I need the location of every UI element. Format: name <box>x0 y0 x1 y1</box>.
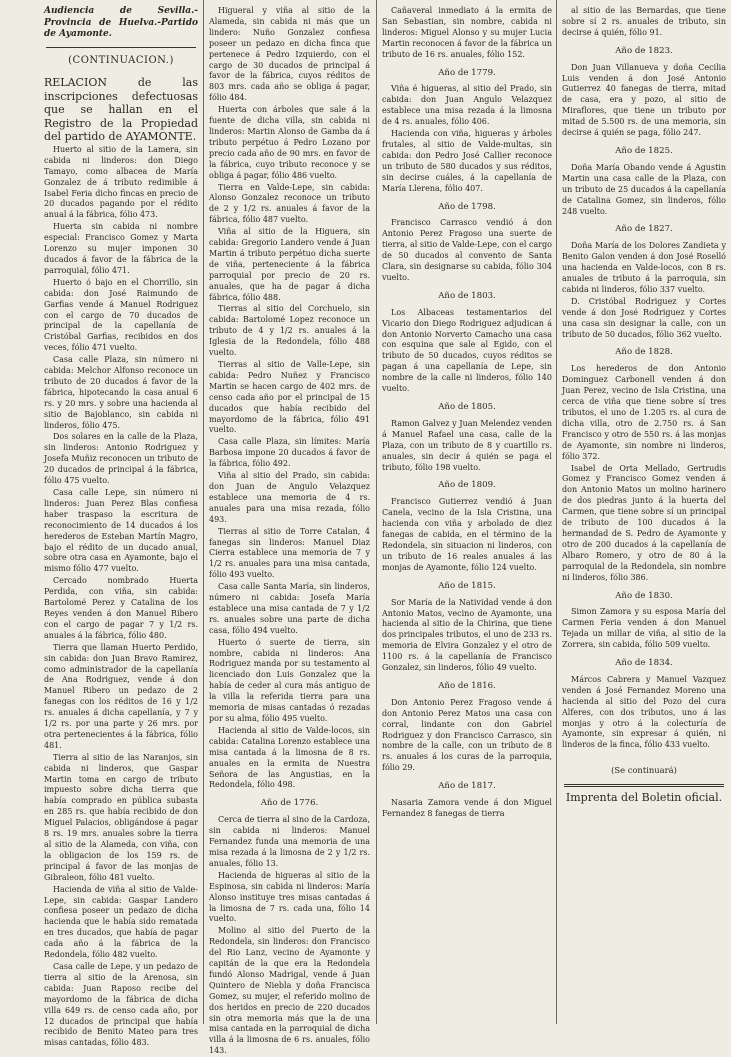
entry: Los herederos de don Antonio Dominguez Carbonell venden á don Juan Perez, vecino de Isla Cristina, una cerca de viña que tiene sobre sí tres tributos, el uno de 1.205 rs. al cura de dicha villa, otro de 2.750 rs. á San Francisco y otro de 550 rs. á las monjas de Ayamonte, sin nombre ni linderos, fólio 372. <box>562 364 726 461</box>
entry: Hacienda con viña, higueras y árboles frutales, al sitio de Valde-multas, sin cabida: don Pedro José Callier reconoce un tributo de 580 ducados y sus réditos, sin decirse cuáles, á la capellanía de María Llerena, fólio 407. <box>382 129 552 193</box>
imprint-rule <box>564 784 724 787</box>
year-heading: Año de 1809. <box>438 480 496 491</box>
header-divider <box>46 47 196 48</box>
entry: Casa calle de Lepe, y un pedazo de tierra al sitio de la Arenosa, sin cabida: Juan Raposo recibe del mayordomo de la fábrica de dicha villa 649 rs. de censo cada año, por 12 ducados de principal que había recibido de Benito Mateo para tres misas cantadas, fólio 483. <box>44 961 198 1048</box>
entry: Tierras al sitio de Valle-Lepe, sin cabida: Pedro Nuñez y Francisco Martin se hacen cargo de 402 mrs. de censo cada año por el principal de 15 ducados que había recibido del mayordomo de la fábrica, fólio 491 vuelto. <box>209 360 370 435</box>
entry: Ramon Galvez y Juan Melendez venden á Manuel Rafael una casa, calle de la Plaza, con un tributo de 8 y cuartillo rs. anuales, sin decir á quién se paga el tributo, fólio 198 vuelto. <box>382 418 552 472</box>
year-heading: Año de 1805. <box>438 402 496 412</box>
entry: Huerto ó bajo en el Chorrillo, sin cabida: don José Raimundo de Garfias vende á Manuel Rodriguez con el cargo de 70 ducados de principal de la capellanía de Cristóbal Garfias, recibidos en dos veces, fólio 471 vuelto. <box>44 277 198 353</box>
entries <box>209 815 370 1057</box>
entry: Don Antonio Perez Fragoso vende á don Antonio Perez Matos una casa con corral, lindante con don Gabriel Rodriguez y don Francisco Carrasco, sin nombre de la calle, con un tributo de 8 rs. anuales á los curas de la parroquia, fólio 29. <box>382 697 552 773</box>
year-heading: Año de 1828. <box>615 347 673 358</box>
entry: Isabel de Orta Mellado, Gertrudis Gomez y Francisco Gomez venden á don Antonio Matos un molino harinero de dos piedras junto á la huerta del Carmen, que tiene sobre sí un principal de tributo de 100 ducados á la hermandad de S. Pedro de Ayamonte y otro de 200 ducados á la capellanía de Albaro Romero, y otro de 80 á la parroquial de la Redondela, sin nombre ni linderos, fólio 386. <box>562 463 726 582</box>
entry: Huerto ó suerte de tierra, sin nombre, cabida ni linderos: Ana Rodriguez manda por su testamento al licenciado don Luis Gonzalez que la había de ceder al cura más antiguo de la villa la referida tierra para una memoria de misas cantadas ó rezadas por su alma, fólio 495 vuelto. <box>209 637 370 723</box>
entry: Francisco Carrasco vendió á don Antonio Perez Fragoso una suerte de tierra, al sitio de Valde-Lepe, con el cargo de 50 ducados al convento de Santa Clara, sin designarse su cabida, fólio 304 vuelto. <box>382 218 552 282</box>
entry: Tierras al sitio de Torre Catalan, 4 fanegas sin linderos: Manuel Diaz Cierra establece una memoria de 7 y 1/2 rs. anuales para una misa cantada, fólio 493 vuelto. <box>209 526 370 580</box>
imprint: Imprenta del Boletin oficial. <box>565 791 723 805</box>
year-heading: Año de 1776. <box>260 798 319 809</box>
entries <box>209 6 370 791</box>
entry: Viña al sitio de la Higuera, sin cabida: Gregorio Landero vende á Juan Martin á tributo perpétuo dicha suerte de viña, perteneciente á la fábrica parroquial por precio de 20 rs. anuales, que ha de pagar á dicha fábrica, fólio 488. <box>209 227 370 302</box>
column-rule <box>556 0 557 1024</box>
entry: Sor María de la Natividad vende á don Antonio Matos, vecino de Ayamonte, una hacienda al sitio de la Chirina, que tiene dos principales tributos, el uno de 233 rs. memoria de Elvira Gonzalez y el otro de 1100 rs. á la capellanía de Francisco Gonzalez, sin linderos, fólio 49 vuelto. <box>382 597 552 673</box>
entry: Casa calle Plaza, sin límites: María Barbosa impone 20 ducados á favor de la fábrica, fólio 492. <box>209 437 370 469</box>
entry: Tierra al sitio de las Naranjos, sin cabida ni linderos, que Gaspar Martin toma en cargo de tributo impuesto sobre dicha tierra que había comprado en pública subasta en 285 rs. que había recibido de don Miguel Palacios, obligándose á pagar 8 rs. 19 mrs. anuales sobre la tierra al sitio de la Alameda, con viña, con la obligacion de los 159 rs. de principal á favor de las monjas de Gibraleon, fólio 481 vuelto. <box>44 752 198 882</box>
entry: Molino al sitio del Puerto de la Redondela, sin linderos: don Francisco del Rio Lanz, vecino de Ayamonte y capitán de la que era la Redondela fundó Alonso Madrigal, vende á Juan Quintero de Niebla y doña Francisca Gomez, su mujer, el referido molino de dos heridos en precio de 220 ducados sin otra memoria más que la de una misa cantada en la parroquial de dicha villa á la limosna de 6 rs. anuales, fólio 143. <box>209 926 370 1056</box>
year-heading: Año de 1817. <box>438 781 496 792</box>
column-3 <box>382 6 552 1020</box>
entry: Cercado nombrado Huerta Perdida, con viña, sin cabida: Bartolomé Perez y Catalina de los Reyes venden á don Manuel Ribero con el cargo de pagar 7 y 1/2 rs. anuales á la fábrica, fólio 480. <box>44 576 198 640</box>
entry: Hacienda de viña al sitio de Valde-Lepe, sin cabida: Gaspar Landero confiesa poseer un pedazo de dicha hacienda que le había sido rematada en tres ducados, que había de pagar cada año á la fábrica de la Redondela, fólio 482 vuelto. <box>44 884 198 960</box>
continuation-label: (CONTINUACION.) <box>68 54 174 66</box>
entry: Huerta sin cabida ni nombre especial: Francisco Gomez y Marta Lorenzo su mujer imponen 30 ducados á favor de la fábrica de la parroquial, fólio 471. <box>44 222 198 275</box>
entry: Simon Zamora y su esposa María del Carmen Feria venden á don Manuel Tejada un millar de viña, al sitio de la Zorrera, sin cabida, fólio 509 vuelto. <box>562 607 726 650</box>
entry: Casa calle Plaza, sin número ni cabida: Melchor Alfonso reconoce un tributo de 20 ducados á favor de la fábrica, hipotecando la casa anual 6 rs. y 20 mrs. y sobre una hacienda al sitio de Bajoblanco, sin cabida ni linderos, fólio 475. <box>44 355 198 430</box>
column-rule <box>376 0 377 1024</box>
entry: Don Juan Villanueva y doña Cecilia Luis venden á don José Antonio Gutierrez 40 fanegas de tierra, mitad de casa, era y pozo, al sitio de Miraflores, que tiene un tributo por mitad de 5.500 rs. de una memoria, sin decirse á quién se paga, fólio 247. <box>562 62 726 138</box>
year-heading: Año de 1798. <box>438 201 496 212</box>
sections <box>382 68 552 820</box>
sections <box>562 46 726 752</box>
entry: Cerca de tierra al sino de la Cardoza, sin cabida ni linderos: Manuel Fernandez funda una memoria de una misa rezada á la limosna de 2 y 1/2 rs. anuales, fólio 13. <box>209 815 370 868</box>
entry: Higueral y viña al sitio de la Alameda, sin cabida ni más que un lindero: Nuño Gonzalez confiesa poseer un pedazo en dicha finca que pertenece á Pedro Izquierdo, con el cargo de 30 ducados de principal á favor de la fábrica, cuyos réditos de 803 mrs. cada año se obliga á pagar, fólio 484. <box>209 6 370 103</box>
entry: Viña al sitio del Prado, sin cabida: don Juan de Angulo Velazquez establece una memoria de 4 rs. anuales para una misa rezada, fólio 493. <box>209 471 370 524</box>
year-heading: Año de 1834. <box>615 658 673 669</box>
entries <box>44 145 198 1049</box>
entry: Cañaveral inmediato á la ermita de San Sebastian, sin nombre, cabida ni linderos: Miguel Alonso y su mujer Lucia Martin reconocen á favor de la fábrica un tributo de 16 rs. anuales, fólio 152. <box>382 6 552 59</box>
continued-note: (Se continuará) <box>611 765 677 776</box>
year-heading: Año de 1803. <box>438 290 496 301</box>
entry: al sitio de las Bernardas, que tiene sobre sí 2 rs. anuales de tributo, sin decirse á quién, fólio 91. <box>562 6 726 37</box>
entry: Hacienda al sitio de Valde-locos, sin cabida: Catalina Lorenzo establece una misa cantada á la limosna de 8 rs. anuales en la ermita de Nuestra Señora de las Angustias, en la Redondela, fólio 498. <box>209 725 370 790</box>
column-1 <box>44 6 198 1048</box>
entry: Márcos Cabrera y Manuel Vazquez venden á José Fernandez Moreno una hacienda al sitio del Pozo del cura Alferes, con dos tributos, uno á las monjas y otro á la colecturía de Ayamonte, sin expresar á quién, ni linderos de la finca, fólio 433 vuelto. <box>562 674 726 750</box>
entry: Los Albaceas testamentarios del Vicario don Diego Rodriguez adjudican á don Antonio Norverto Camacho una casa con esquina que sale al Egido, con el tributo de 50 ducados, cuyos réditos se pagan á una capellanía de Lepe, sin nombre de la calle ni linderos, fólio 140 vuelto. <box>382 307 552 394</box>
entry: Tierra que llaman Huerto Perdido, sin cabida: don Juan Bravo Ramirez, como administrador de la capellanía de Ana Rodriguez, vende á don Manuel Ribero un pedazo de 2 fanegas con los réditos de 16 y 1/2 rs. anuales á dicha capellanía, y 7 y 1/2 rs. por una parte y 26 mrs. por otra pertenecientes á la fábrica, fólio 481. <box>44 642 198 750</box>
year-heading: Año de 1830. <box>615 590 673 601</box>
entry: Huerta con árboles que sale á la fuente de dicha villa, sin cabida ni linderos: Martin Alonso de Gamba da á tributo perpétuo á Pedro Lozano por precio cada año de 90 mrs. en favor de la fábrica, cuyo tributo reconoce y se obliga á pagar, fólio 486 vuelto. <box>209 105 370 180</box>
entry: Francisco Gutierrez vendió á Juan Canela, vecino de la Isla Cristina, una hacienda con viña y arbolado de diez fanegas de cabida, en el término de la Redondela, sin situacion ni linderos, con un tributo de 16 reales anuales á las monjas de Ayamonte, fólio 124 vuelto. <box>382 497 552 572</box>
entry: Dos solares en la calle de la Plaza, sin linderos: Antonio Rodriguez y Josefa Muñiz reconocen un tributo de 20 ducados de principal á la fábrica, fólio 475 vuelto. <box>44 432 198 486</box>
year-heading: Año de 1827. <box>615 224 673 235</box>
entry: Casa calle Santa María, sin linderos, número ni cabida: Josefa María establece una misa cantada de 7 y 1/2 rs. anuales sobre una parte de dicha casa, fólio 494 vuelto. <box>209 582 370 635</box>
entry: D. Cristóbal Rodriguez y Cortes vende á don José Rodriguez y Cortes una casa sin designar la calle, con un tributo de 50 ducados, fólio 362 vuelto. <box>562 296 726 339</box>
section-header: Audiencia de Sevilla.-Provincia de Huelva.-Partido de Ayamonte. <box>44 6 198 39</box>
year-heading: Año de 1815. <box>438 580 496 591</box>
entry: Tierras al sitio del Corchuelo, sin cabida: Bartolomé Lopez reconoce un tributo de 4 y 1/2 rs. anuales á la Iglesia de la Redondela, fólio 488 vuelto. <box>209 304 370 358</box>
entry: Doña María de los Dolores Zandieta y Benito Galon venden á don José Roselló una hacienda en Valde-locos, con 8 rs. anuales de tributo á la parroquia, sin cabida ni linderos, fólio 337 vuelto. <box>562 241 726 294</box>
column-4 <box>562 6 726 1020</box>
year-heading: Año de 1825. <box>615 145 673 156</box>
year-heading: Año de 1779. <box>438 67 496 78</box>
column-2 <box>209 6 370 1056</box>
entry: Tierra en Valde-Lepe, sin cabida: Alonso Gonzalez reconoce un tributo de 2 y 1/2 rs. anuales á favor de la fábrica, fólio 487 vuelto. <box>209 182 370 225</box>
entry: Huerto al sitio de la Lamera, sin cabida ni linderos: don Diego Tamayo, como albacea de María Gonzalez de á tributo redimible á Isabel Feria dicho fincas en precio de 20 ducados pagando por el rédito anual á la fábrica, fólio 473. <box>44 144 198 220</box>
entry: Nasaria Zamora vende á don Miguel Fernandez 8 fanegas de tierra <box>382 798 552 818</box>
column-rule <box>203 0 204 1024</box>
entry: Hacienda de higueras al sitio de la Espinosa, sin cabida ni linderos: María Alonso instituye tres misas cantadas á la limosna de 7 rs. cada una, fólio 14 vuelto. <box>209 870 370 924</box>
year-heading: Año de 1816. <box>438 680 496 691</box>
entry: Doña María Obando vende á Agustin Martin una casa calle de la Plaza, con un tributo de 25 ducados á la capellanía de Catalina Gomez, sin linderos, fólio 248 vuelto. <box>562 162 726 216</box>
article-lead: RELACION de las inscripciones defectuosas que se hallan en el Registro de la Propiedad del partido de AYAMONTE. <box>44 76 198 144</box>
year-heading: Año de 1823. <box>615 45 673 56</box>
entry: Casa calle Lepe, sin número ni linderos: Juan Perez Blas confiesa haber traspaso la escritura de reconocimiento de 14 ducados á los herederos de Esteban Martín Magro, bajo el rédito de un ducado anual, sobre otra casa en Ayamonte, bajo el mismo fólio 477 vuelto. <box>44 488 198 574</box>
entry: Viña é higueras, al sitio del Prado, sin cabida: don Juan Angulo Velazquez establece una misa rezada á la limosna de 4 rs. anuales, fólio 406. <box>382 84 552 127</box>
